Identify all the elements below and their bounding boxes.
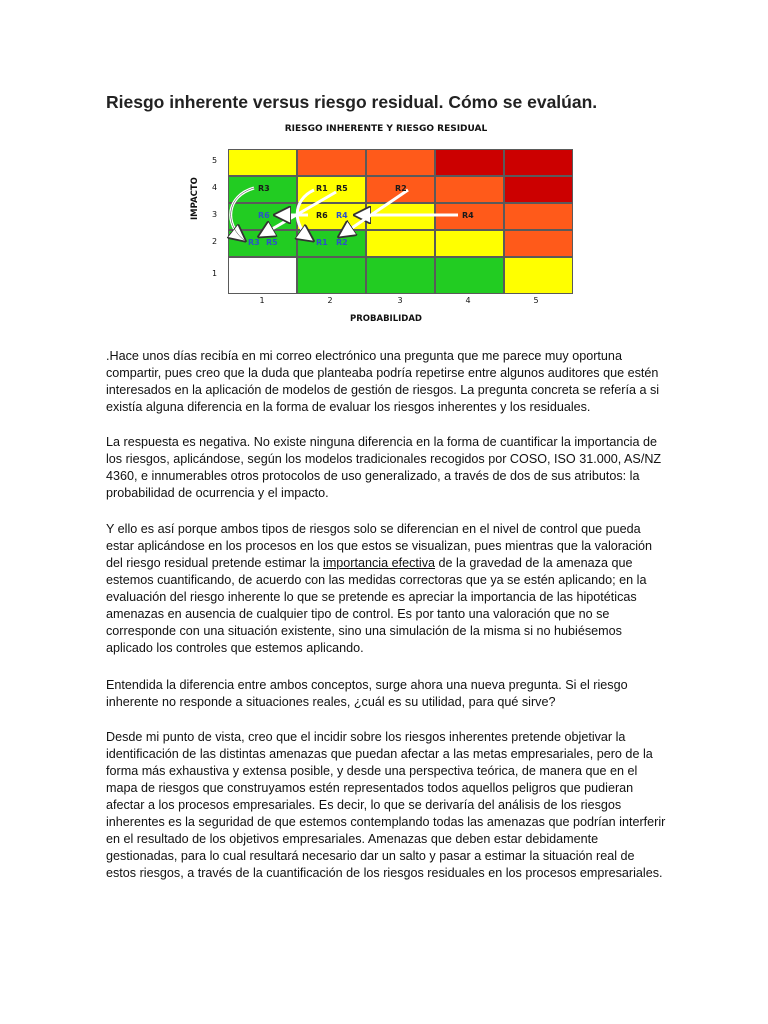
paragraph-4: Entendida la diferencia entre ambos conceptos, surge ahora una nueva pregunta. Si el riesgo inherente no responde a situaciones reales, ¿cuál es su utilidad, para qué sirve? bbox=[106, 678, 628, 709]
risk-label-inherent: R3 bbox=[258, 184, 270, 193]
y-tick: 2 bbox=[212, 237, 218, 246]
risk-label-residual: R6 bbox=[258, 211, 270, 220]
risk-label-inherent: R1 bbox=[316, 184, 328, 193]
risk-label-inherent: R2 bbox=[395, 184, 407, 193]
arrow-r2 bbox=[340, 190, 408, 236]
y-tick: 3 bbox=[212, 210, 218, 219]
x-tick: 4 bbox=[465, 296, 471, 305]
page-title: Riesgo inherente versus riesgo residual. Cómo se evalúan. bbox=[106, 92, 598, 112]
x-axis-title: PROBABILIDAD bbox=[350, 314, 422, 324]
y-tick: 1 bbox=[212, 269, 218, 278]
risk-label-residual: R1 bbox=[316, 238, 328, 247]
x-tick: 2 bbox=[327, 296, 333, 305]
risk-arrows bbox=[196, 112, 576, 330]
y-tick: 5 bbox=[212, 156, 218, 165]
risk-label-residual: R4 bbox=[336, 211, 348, 220]
risk-label-residual: R3 bbox=[248, 238, 260, 247]
risk-label-residual: R2 bbox=[336, 238, 348, 247]
y-tick: 4 bbox=[212, 183, 218, 192]
risk-label-residual: R5 bbox=[266, 238, 278, 247]
link-importancia-efectiva[interactable]: importancia efectiva bbox=[323, 556, 436, 570]
paragraph-1: .Hace unos días recibía en mi correo electrónico una pregunta que me parece muy oportuna compartir, pues creo que la duda que planteaba podría repetirse entre algunos auditores que estén interesados en la aplicación de modelos de gestión de riesgos. La pregunta concreta se refería a si existía alguna diferencia en la forma de evaluar los riesgos inherentes y los residuales. bbox=[106, 349, 660, 414]
arrow-r3-outline bbox=[231, 188, 254, 240]
paragraph-3: Y ello es así porque ambos tipos de riesgos solo se diferencian en el nivel de control que pueda estar aplicándose en los procesos en los que estos se visualizan, pues mientras que la valoración del riesgo residual pretende estimar la importancia efectiva de la gravedad de la amenaza que estemos cuantificando, de acuerdo con las medidas correctoras que ya se estén aplicando; en la evaluación del riesgo inherente lo que se pretende es apreciar la importancia de las hipotéticas amenazas en ausencia de cualquier tipo de control. Es por tanto una valoración que no se corresponde con una situación existente, sino una simulación de la misma si no hubiésemos aplicado los controles que estemos aplicando. bbox=[106, 522, 653, 655]
paragraph-2: La respuesta es negativa. No existe ninguna diferencia en la forma de cuantificar la importancia de los riesgos, aplicándose, según los modelos tradicionales recogidos por COSO, ISO 31.000, AS/NZ 4360, e innumerables otros protocolos de uso generalizado, a través de dos de sus atributos: la probabilidad de ocurrencia y el impacto. bbox=[106, 435, 662, 500]
x-tick: 5 bbox=[533, 296, 539, 305]
y-axis-title: IMPACTO bbox=[190, 177, 200, 220]
x-tick: 1 bbox=[259, 296, 265, 305]
arrow-r3 bbox=[231, 188, 254, 240]
x-tick: 3 bbox=[397, 296, 403, 305]
risk-label-inherent: R5 bbox=[336, 184, 348, 193]
chart-title: RIESGO INHERENTE Y RIESGO RESIDUAL bbox=[284, 124, 488, 134]
risk-label-inherent: R4 bbox=[462, 211, 474, 220]
risk-label-inherent: R6 bbox=[316, 211, 328, 220]
risk-matrix-figure bbox=[190, 112, 576, 330]
paragraph-5: Desde mi punto de vista, creo que el incidir sobre los riesgos inherentes pretende objetivar la identificación de las distintas amenazas que puedan afectar a las metas empresariales, pero de la forma más exhaustiva y extensa posible, y desde una perspectiva teórica, de manera que en el mapa de riesgos que construyamos estén representados todos aquellos peligros que pudieran afectar a los procesos empresariales. Es decir, lo que se derivaría del análisis de los riesgos inherentes es la seguridad de que estemos contemplando todas las amenazas que podrían interferir en el resultado de los objetivos empresariales. Amenazas que deben estar debidamente gestionadas, para lo cual resultará necesario dar un salto y pasar a estimar la situación real de estos riesgos, a través de la cuantificación de los riesgos residuales en los procesos empresariales. bbox=[106, 730, 666, 880]
